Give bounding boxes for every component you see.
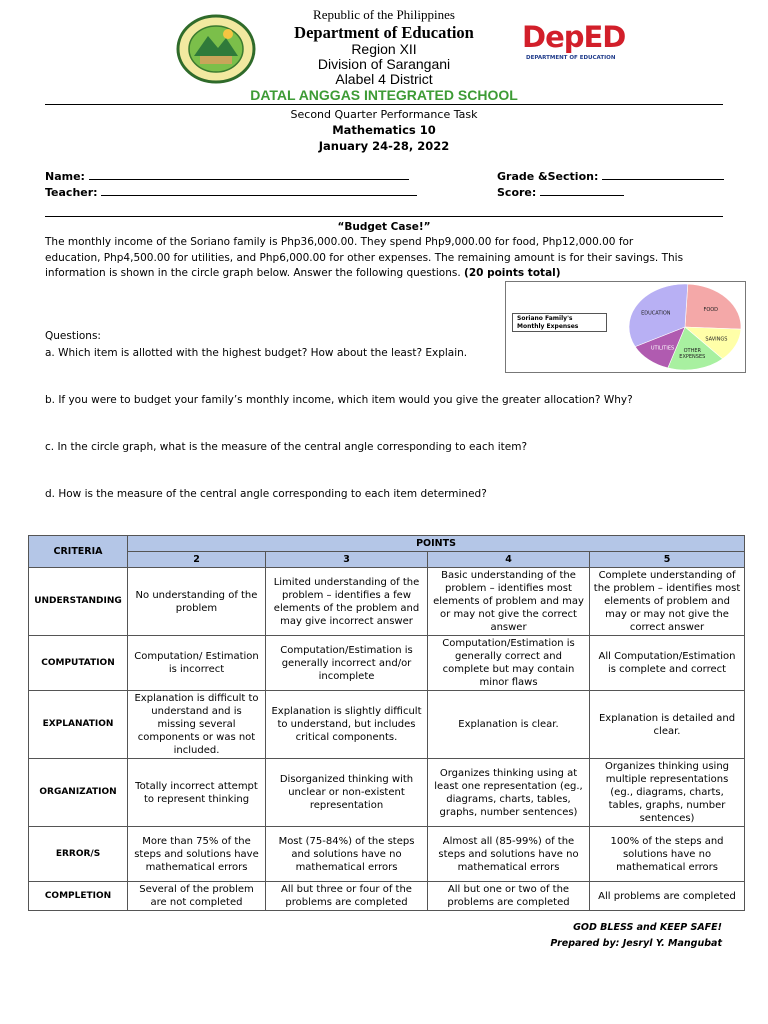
- rubric-table: [28, 535, 745, 911]
- deped-logo-subtext: DEPARTMENT OF EDUCATION: [526, 55, 616, 61]
- rubric-cell: Basic understanding of the problem – identifies most elements of problem and may or may not give the correct answer: [428, 568, 590, 636]
- header-divider: [45, 104, 723, 105]
- deped-logo-text: DepED: [522, 20, 626, 54]
- pie-label-other-expenses: OTHER: [683, 348, 701, 355]
- expenses-chart: [505, 281, 746, 373]
- rubric-cell: All Computation/Estimation is complete and correct: [590, 636, 745, 691]
- republic-line: Republic of the Philippines: [313, 7, 455, 22]
- row-criteria: ERROR/S: [29, 827, 128, 882]
- table-row: [29, 636, 745, 691]
- rubric-cell: All problems are completed: [590, 882, 745, 911]
- points-level: 4: [428, 552, 590, 568]
- rubric-cell: Totally incorrect attempt to represent thinking: [128, 759, 266, 827]
- score-label: Score:: [497, 186, 537, 199]
- row-criteria: ORGANIZATION: [29, 759, 128, 827]
- rubric-cell: Most (75-84%) of the steps and solutions have no mathematical errors: [266, 827, 428, 882]
- school-name: DATAL ANGGAS INTEGRATED SCHOOL: [250, 87, 518, 103]
- chart-title-box: [512, 313, 607, 332]
- score-field: [497, 185, 624, 199]
- row-criteria: COMPUTATION: [29, 636, 128, 691]
- problem-title: “Budget Case!”: [337, 221, 431, 233]
- problem-text: [45, 235, 735, 282]
- rubric-cell: Explanation is slightly difficult to understand, but includes critical components.: [266, 691, 428, 759]
- points-level: 3: [266, 552, 428, 568]
- table-row: [29, 882, 745, 911]
- table-row: [29, 568, 745, 636]
- points-level: 5: [590, 552, 745, 568]
- table-row: [29, 691, 745, 759]
- rubric-cell: 100% of the steps and solutions have no mathematical errors: [590, 827, 745, 882]
- rubric-cell: Organizes thinking using multiple representations (eg., diagrams, charts, tables, graphs, number sentences): [590, 759, 745, 827]
- question-c: c. In the circle graph, what is the measure of the central angle corresponding to each item?: [45, 441, 528, 453]
- rubric-cell: Computation/Estimation is generally incorrect and/or incomplete: [266, 636, 428, 691]
- question-a: a. Which item is allotted with the highest budget? How about the least? Explain.: [45, 347, 468, 359]
- rubric-cell: No understanding of the problem: [128, 568, 266, 636]
- question-b: b. If you were to budget your family’s monthly income, which item would you give the greater allocation? Why?: [45, 394, 633, 406]
- pie-label-other-expenses: EXPENSES: [679, 354, 706, 361]
- chart-title: Soriano Family's Monthly Expenses: [517, 315, 579, 330]
- department-line: Department of Education: [294, 23, 474, 42]
- question-d: d. How is the measure of the central angle corresponding to each item determined?: [45, 488, 487, 500]
- rubric-cell: All but three or four of the problems are completed: [266, 882, 428, 911]
- footer-prepared: Prepared by: Jesryl Y. Mangubat: [550, 938, 722, 949]
- points-total: (20 points total): [464, 267, 561, 279]
- rubric-cell: Almost all (85-99%) of the steps and solutions have no mathematical errors: [428, 827, 590, 882]
- problem-line-3: [45, 266, 735, 282]
- rubric-cell: Organizes thinking using at least one representation (eg., diagrams, charts, tables, graphs, number sentences): [428, 759, 590, 827]
- rubric-cell: More than 75% of the steps and solutions have mathematical errors: [128, 827, 266, 882]
- district-line: Alabel 4 District: [335, 71, 433, 87]
- rubric-cell: Disorganized thinking with unclear or non-existent representation: [266, 759, 428, 827]
- problem-line-1: The monthly income of the Soriano family is Php36,000.00. They spend Php9,000.00 for food, Php12,000.00 for: [45, 236, 634, 248]
- rubric-cell: Explanation is clear.: [428, 691, 590, 759]
- region-line: Region XII: [351, 41, 417, 57]
- rubric-cell: Complete understanding of the problem – identifies most elements of problem and may or may not give the correct answer: [590, 568, 745, 636]
- rubric-cell: Limited understanding of the problem – identifies a few elements of the problem and may give incorrect answer: [266, 568, 428, 636]
- task-date: January 24-28, 2022: [318, 139, 450, 153]
- pie-label-food: FOOD: [703, 307, 719, 314]
- pie-svg: [626, 282, 745, 372]
- criteria-header: CRITERIA: [29, 536, 128, 568]
- row-criteria: COMPLETION: [29, 882, 128, 911]
- questions-heading: Questions:: [45, 330, 101, 342]
- grade-blank[interactable]: [602, 169, 724, 180]
- rubric-cell: Several of the problem are not completed: [128, 882, 266, 911]
- table-row: [29, 827, 745, 882]
- task-title: Second Quarter Performance Task: [290, 108, 478, 121]
- teacher-field: [45, 185, 417, 199]
- teacher-blank[interactable]: [101, 185, 417, 196]
- grade-label: Grade &Section:: [497, 170, 599, 183]
- task-subject: Mathematics 10: [332, 123, 436, 137]
- problem-line-3-text: information is shown in the circle graph below. Answer the following questions.: [45, 267, 461, 279]
- name-label: Name:: [45, 170, 85, 183]
- pie-label-education: EDUCATION: [641, 310, 671, 317]
- row-criteria: EXPLANATION: [29, 691, 128, 759]
- footer-blessing: GOD BLESS and KEEP SAFE!: [573, 922, 722, 933]
- name-field: [45, 169, 409, 183]
- rubric-cell: Explanation is difficult to understand and is missing several components or was not included.: [128, 691, 266, 759]
- pie-label-savings: SAVINGS: [705, 336, 728, 343]
- grade-field: [497, 169, 724, 183]
- score-blank[interactable]: [540, 185, 624, 196]
- teacher-label: Teacher:: [45, 186, 98, 199]
- points-header: POINTS: [128, 536, 745, 552]
- fields-divider: [45, 216, 723, 217]
- rubric-cell: Computation/ Estimation is incorrect: [128, 636, 266, 691]
- division-line: Division of Sarangani: [317, 56, 451, 72]
- rubric-cell: Explanation is detailed and clear.: [590, 691, 745, 759]
- pie-label-utilities: UTILITIES: [650, 345, 675, 352]
- rubric-cell: All but one or two of the problems are completed: [428, 882, 590, 911]
- points-level: 2: [128, 552, 266, 568]
- name-blank[interactable]: [89, 169, 409, 180]
- rubric-cell: Computation/Estimation is generally correct and complete but may contain minor flaws: [428, 636, 590, 691]
- table-row: [29, 759, 745, 827]
- problem-line-2: education, Php4,500.00 for utilities, and Php6,000.00 for other expenses. The remaining amount is for their savings. This: [45, 251, 684, 264]
- row-criteria: UNDERSTANDING: [29, 568, 128, 636]
